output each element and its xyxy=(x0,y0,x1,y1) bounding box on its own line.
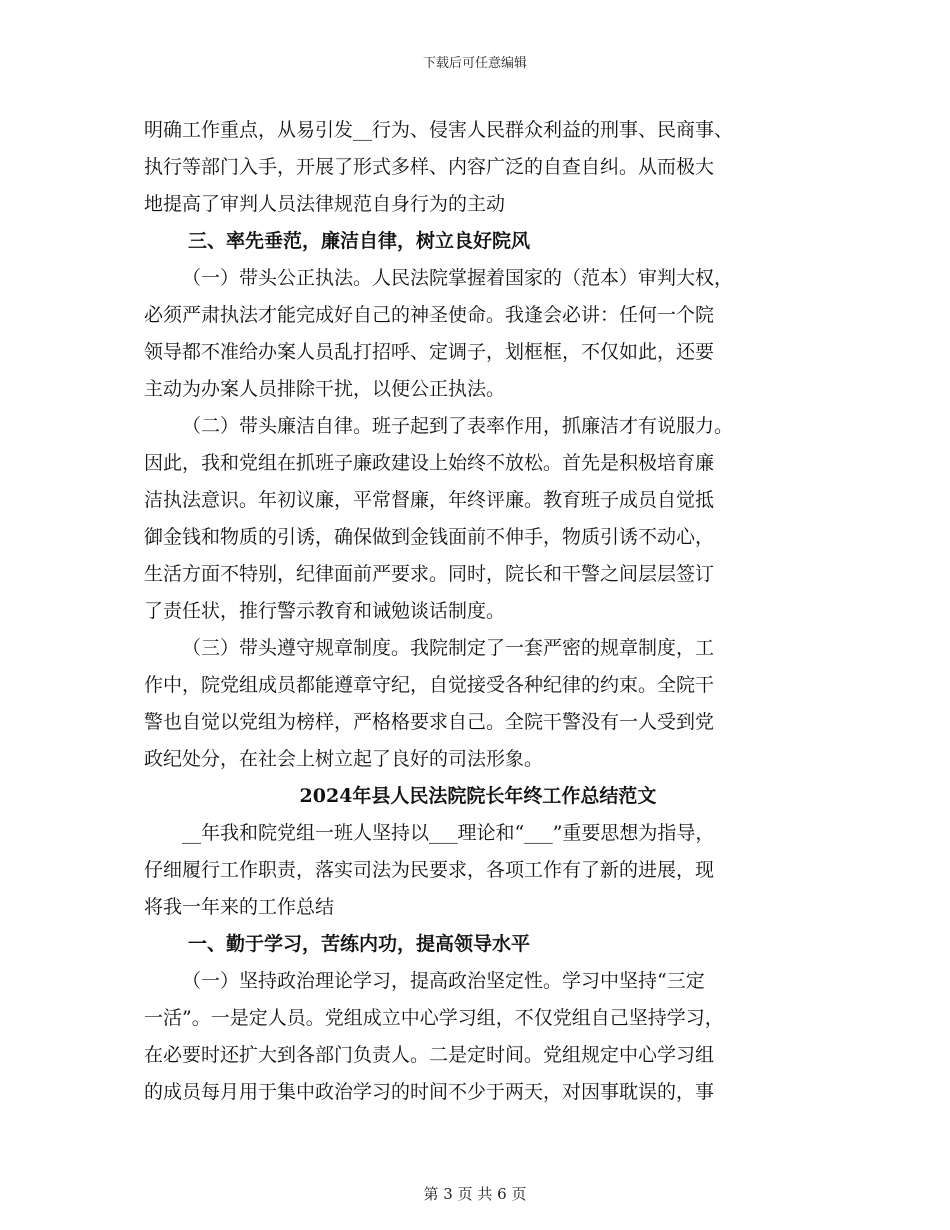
section-heading: 三、率先垂范，廉洁自律，树立良好院风 xyxy=(188,230,531,252)
text-line: 在必要时还扩大到各部门负责人。二是定时间。党组规定中心学习组 xyxy=(144,1044,715,1066)
text-line: 仔细履行工作职责，落实司法为民要求，各项工作有了新的进展，现 xyxy=(144,859,715,881)
text-line: 地提高了审判人员法律规范自身行为的主动 xyxy=(144,193,506,215)
text-line: 生活方面不特别，纪律面前严要求。同时，院长和干警之间层层签订 xyxy=(144,563,715,585)
text-line: （二）带头廉洁自律。班子起到了表率作用，抓廉洁才有说服力。 xyxy=(182,415,734,437)
text-line: 因此，我和党组在抓班子廉政建设上始终不放松。首先是积极培育廉 xyxy=(144,452,715,474)
text-line: 洁执法意识。年初议廉，平常督廉，年终评廉。教育班子成员自觉抵 xyxy=(144,489,715,511)
text-line: （一）坚持政治理论学习，提高政治坚定性。学习中坚持“三定 xyxy=(182,970,705,992)
text-line: 一活”。一是定人员。党组成立中心学习组，不仅党组自己坚持学习， xyxy=(144,1007,724,1029)
text-line: 了责任状，推行警示教育和诫勉谈话制度。 xyxy=(144,600,506,622)
text-line: 的成员每月用于集中政治学习的时间不少于两天，对因事耽误的，事 xyxy=(144,1081,715,1103)
text-line: 执行等部门入手，开展了形式多样、内容广泛的自查自纠。从而极大 xyxy=(144,156,715,178)
page-header: 下载后可任意编辑 xyxy=(422,56,527,71)
text-line: 主动为办案人员排除干扰，以便公正执法。 xyxy=(144,378,506,400)
text-line: 警也自觉以党组为榜样，严格格要求自己。全院干警没有一人受到党 xyxy=(144,711,715,733)
text-line: 作中，院党组成员都能遵章守纪，自觉接受各种纪律的约束。全院干 xyxy=(144,674,715,696)
text-line: 将我一年来的工作总结 xyxy=(144,896,335,918)
text-line: 必须严肃执法才能完成好自己的神圣使命。我逢会必讲：任何一个院 xyxy=(144,304,715,326)
text-line: __年我和院党组一班人坚持以___理论和“___”重要思想为指导， xyxy=(182,822,715,844)
text-line: 御金钱和物质的引诱，确保做到金钱面前不伸手，物质引诱不动心， xyxy=(144,526,715,548)
document-body xyxy=(144,112,812,1111)
page-footer: 第 3 页 共 6 页 xyxy=(423,1185,527,1203)
document-title: 2024年县人民法院院长年终工作总结范文 xyxy=(299,785,657,807)
text-line: （三）带头遵守规章制度。我院制定了一套严密的规章制度，工 xyxy=(182,637,715,659)
text-line: （一）带头公正执法。人民法院掌握着国家的（范本）审判大权， xyxy=(182,267,734,289)
text-line: 领导都不准给办案人员乱打招呼、定调子，划框框，不仅如此，还要 xyxy=(144,341,715,363)
section-heading: 一、勤于学习，苦练内功，提高领导水平 xyxy=(188,933,531,955)
text-line: 政纪处分，在社会上树立起了良好的司法形象。 xyxy=(144,748,544,770)
text-line: 明确工作重点，从易引发__行为、侵害人民群众利益的刑事、民商事、 xyxy=(144,119,734,141)
